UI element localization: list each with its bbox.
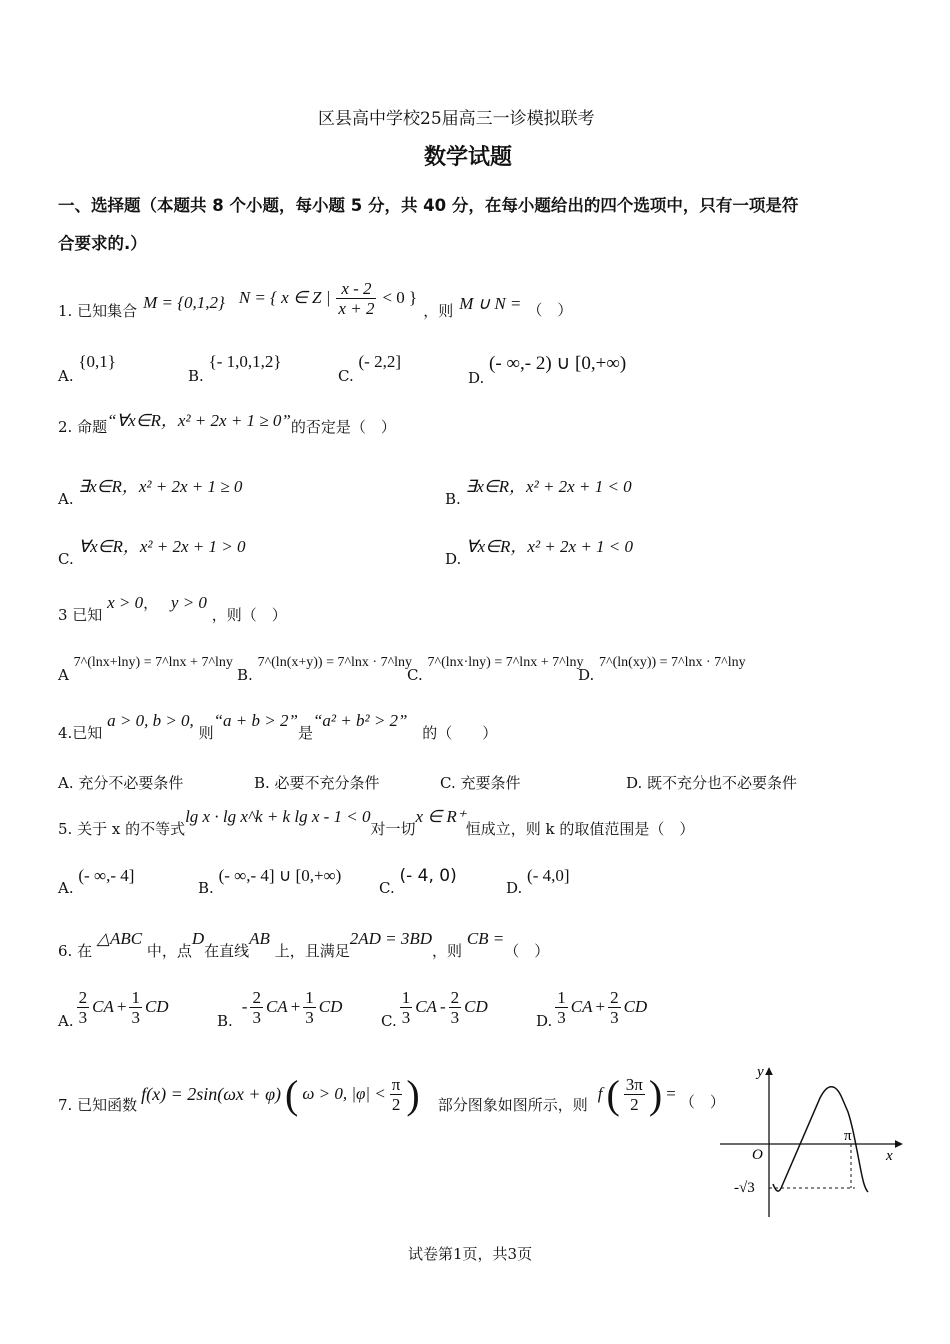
q7-f: f <box>597 1084 603 1103</box>
q1-option-a[interactable] <box>58 352 116 385</box>
neg-sqrt3-label: -√3 <box>734 1180 755 1196</box>
q6-stem <box>58 928 550 960</box>
option-text: ∀x∈R，x² + 2x + 1 > 0 <box>78 537 246 556</box>
q5-option-b[interactable] <box>198 866 342 897</box>
q7-stem <box>58 1068 725 1120</box>
q1-frac-den: x + 2 <box>338 298 375 318</box>
q1-paren: （ ） <box>527 300 573 319</box>
frac-den: 2 <box>391 1094 401 1114</box>
y-label: y <box>757 1064 764 1080</box>
q2-option-b[interactable] <box>445 472 632 508</box>
frac-den: 3 <box>610 1007 619 1027</box>
option-text: (- 4,0] <box>527 866 570 885</box>
q1-option-b[interactable] <box>188 352 282 385</box>
q4-option-a[interactable]: A. 充分不必要条件 <box>58 774 184 792</box>
option-letter: C. <box>407 666 423 684</box>
q6-paren: （ ） <box>504 942 550 960</box>
option-letter: D. <box>536 1012 553 1030</box>
option-letter: A. <box>58 367 74 385</box>
frac-den: 3 <box>252 1007 261 1027</box>
q6-vector: CB = <box>466 929 505 948</box>
option-letter: C. <box>338 367 354 385</box>
q6-mid4: ，则 <box>432 942 463 960</box>
q7-paren-open: ( <box>285 1071 299 1117</box>
option-letter: C. <box>58 550 74 568</box>
sine-graph <box>710 1062 910 1222</box>
frac-den: 3 <box>401 1007 411 1027</box>
q4-option-b[interactable]: B. 必要不充分条件 <box>254 774 380 792</box>
frac <box>250 988 263 1027</box>
vector-ca: CA <box>415 997 437 1016</box>
q4-option-d[interactable]: D. 既不充分也不必要条件 <box>626 774 798 792</box>
option-letter: A. <box>58 879 74 897</box>
q5-stem <box>58 806 695 838</box>
q3-option-b[interactable] <box>237 652 413 684</box>
q6-option-b[interactable] <box>217 984 342 1030</box>
q2-prefix: 2. 命题 <box>58 418 108 436</box>
q1-expr: M ∪ N = <box>459 294 522 313</box>
q4-suffix: 的（ ） <box>422 724 498 742</box>
frac <box>400 988 413 1027</box>
exam-subtitle: 区县高中学校25届高三一诊模拟联考 <box>318 109 595 129</box>
option-letter: D. <box>506 879 523 897</box>
option-text: {- 1,0,1,2} <box>208 352 282 371</box>
q4-q: “a² + b² > 2” <box>312 711 408 730</box>
option-letter: B. <box>445 490 461 508</box>
q7-paren: （ ） <box>679 1092 725 1111</box>
q5-suffix: 恒成立，则 k 的取值范围是（ ） <box>465 820 695 838</box>
frac-num: 2 <box>450 987 460 1007</box>
origin-label: O <box>752 1147 763 1163</box>
frac-den: 3 <box>78 1007 88 1027</box>
vector-cd: CD <box>318 997 343 1016</box>
option-text: {0,1} <box>78 352 116 371</box>
option-text: ∃x∈R，x² + 2x + 1 ≥ 0 <box>78 477 243 496</box>
q5-option-d[interactable] <box>506 866 570 897</box>
q6-option-a[interactable] <box>58 984 169 1030</box>
option-letter: B. <box>217 1012 233 1030</box>
q7-arg-fraction <box>624 1075 645 1114</box>
q1-fraction <box>336 279 376 318</box>
frac-den: 2 <box>630 1094 639 1114</box>
q2-option-c[interactable] <box>58 532 246 568</box>
q1-stem <box>58 268 572 328</box>
q4-p: “a + b > 2” <box>213 711 298 730</box>
exam-title: 数学试题 <box>424 145 513 170</box>
q3-option-d[interactable] <box>578 652 746 684</box>
q3-prefix: 3 已知 <box>58 606 103 624</box>
page-footer: 试卷第1页，共3页 <box>408 1245 533 1263</box>
q2-option-a[interactable] <box>58 472 243 508</box>
frac <box>77 988 90 1027</box>
frac-den: 3 <box>557 1007 566 1027</box>
vector-ca: CA <box>92 997 114 1016</box>
option-letter: A. <box>58 490 74 508</box>
frac-den: 3 <box>450 1007 460 1027</box>
vector-cd: CD <box>144 997 169 1016</box>
q1-suffix: ，则 <box>423 301 454 320</box>
q6-mid2: 在直线 <box>204 942 250 960</box>
q6-mid3: 上，且满足 <box>274 942 350 960</box>
option-text: (- ∞,- 4] <box>78 866 135 885</box>
frac-num: 1 <box>131 987 140 1007</box>
q3-stem: 3 已知 x > 0， y > 0 ，则（ ） <box>58 593 287 624</box>
q1-option-c[interactable] <box>338 352 401 385</box>
option-letter: A <box>58 666 69 684</box>
q5-prefix: 5. 关于 x 的不等式 <box>58 820 186 838</box>
q4-prefix: 4.已知 <box>58 724 103 742</box>
frac-num: 2 <box>252 987 261 1007</box>
frac-den: 3 <box>131 1007 140 1027</box>
pi-label: π <box>844 1128 852 1144</box>
section-heading: 一、选择题（本题共 8 个小题，每小题 5 分，共 40 分，在每小题给出的四个选项中，只有一项是符 <box>58 196 799 215</box>
operator: + <box>290 997 301 1016</box>
option-text: (- ∞,- 2) ∪ [0,+∞) <box>489 353 627 374</box>
q1-frac-num: x - 2 <box>336 279 376 299</box>
q7-condition: ω > 0, |φ| < <box>302 1084 386 1103</box>
option-text: (- ∞,- 4] ∪ [0,+∞) <box>218 866 342 885</box>
q1-set-n-left: N = { x ∈ Z | <box>238 288 331 307</box>
q5-domain: x ∈ R⁺ <box>415 807 466 826</box>
q6-option-d[interactable] <box>536 984 647 1030</box>
sine-curve <box>773 1087 868 1192</box>
q6-option-c[interactable] <box>381 984 488 1030</box>
option-letter: D. <box>468 369 485 387</box>
frac-num: π <box>391 1074 401 1094</box>
q2-statement: “∀x∈R，x² + 2x + 1 ≥ 0” <box>107 411 291 430</box>
frac-num: 1 <box>401 987 411 1007</box>
frac-num: 2 <box>78 987 88 1007</box>
x-label: x <box>886 1148 893 1164</box>
q6-point: D <box>191 929 205 948</box>
q1-prefix: 1. 已知集合 <box>58 301 138 320</box>
q7-prefix: 7. 已知函数 <box>58 1095 138 1114</box>
q6-condition: 2AD = 3BD <box>349 929 433 948</box>
q6-prefix: 6. 在 <box>58 942 93 960</box>
option-text: ∀x∈R，x² + 2x + 1 < 0 <box>466 537 634 556</box>
q2-stem <box>58 412 396 437</box>
frac <box>129 988 142 1027</box>
q4-option-c[interactable]: C. 充要条件 <box>440 774 521 792</box>
q6-mid1: 中，点 <box>146 942 192 960</box>
option-text: 7^(lnx·lny) = 7^lnx + 7^lny <box>427 655 584 670</box>
option-letter: B. <box>188 367 204 385</box>
operator: + <box>595 997 606 1016</box>
q5-option-a[interactable] <box>58 866 135 897</box>
q3-suffix: ，则（ ） <box>211 606 287 624</box>
q3-cond-y: y > 0 <box>170 593 207 612</box>
frac <box>449 988 462 1027</box>
option-text: ∃x∈R，x² + 2x + 1 < 0 <box>465 477 632 496</box>
q4-condition: a > 0, b > 0, <box>107 711 194 730</box>
q7-mid: 部分图象如图所示，则 <box>437 1095 588 1114</box>
q3-option-c[interactable] <box>407 652 584 684</box>
vector-cd: CD <box>623 997 648 1016</box>
frac-num: 2 <box>610 987 619 1007</box>
option-text: 7^(lnx+lny) = 7^lnx + 7^lny <box>73 655 233 670</box>
option-text: (- 4, 0) <box>399 866 457 886</box>
option-text: 7^(ln(xy)) = 7^lnx · 7^lny <box>599 655 746 670</box>
q5-inequality: lg x · lg x^k + k lg x - 1 < 0 <box>185 807 371 826</box>
q3-option-a[interactable] <box>58 652 233 684</box>
q7-function: f(x) = 2sin(ωx + φ) <box>141 1083 282 1104</box>
q5-option-c[interactable] <box>379 866 457 897</box>
q4-mid1: 则 <box>198 724 214 742</box>
frac <box>555 988 568 1027</box>
option-letter: C. <box>379 879 395 897</box>
option-text: (- 2,2] <box>358 352 401 371</box>
option-letter: C. <box>381 1012 397 1030</box>
vector-ca: CA <box>570 997 593 1016</box>
q6-triangle: △ABC <box>96 929 143 948</box>
q7-arg-paren-open: ( <box>606 1071 620 1117</box>
frac-num: 3π <box>625 1074 643 1094</box>
option-letter: D. <box>445 550 462 568</box>
vector-ca: CA <box>265 997 288 1016</box>
q7-equals: = <box>666 1084 676 1103</box>
frac-num: 1 <box>305 987 314 1007</box>
q5-mid: 对一切 <box>370 820 416 838</box>
option-letter: A. <box>58 1012 74 1030</box>
frac-den: 3 <box>305 1007 314 1027</box>
q7-arg-paren-close: ) <box>648 1071 663 1117</box>
q1-set-n-right: < 0 } <box>382 288 418 307</box>
q7-paren-close: ) <box>406 1071 420 1117</box>
option-letter: B. <box>198 879 214 897</box>
q4-stem <box>58 710 498 742</box>
operator: - <box>439 997 446 1016</box>
sign: - <box>241 997 248 1016</box>
q2-option-d[interactable] <box>445 532 634 568</box>
q1-option-d[interactable] <box>468 352 627 387</box>
operator: + <box>116 997 127 1016</box>
q6-line: AB <box>249 929 270 948</box>
option-letter: B. <box>237 666 253 684</box>
frac <box>303 988 316 1027</box>
option-letter: D. <box>578 666 595 684</box>
q2-suffix: 的否定是（ ） <box>290 418 396 436</box>
q1-set-m: M = {0,1,2} <box>143 293 225 312</box>
q4-mid2: 是 <box>297 724 313 742</box>
vector-cd: CD <box>464 997 488 1016</box>
option-text: 7^(ln(x+y)) = 7^lnx · 7^lny <box>257 655 413 670</box>
section-heading-cont: 合要求的.） <box>58 234 147 253</box>
q3-cond-x: x > 0 <box>107 593 144 612</box>
frac <box>608 988 621 1027</box>
q7-pi-fraction <box>390 1075 403 1114</box>
frac-num: 1 <box>557 987 566 1007</box>
